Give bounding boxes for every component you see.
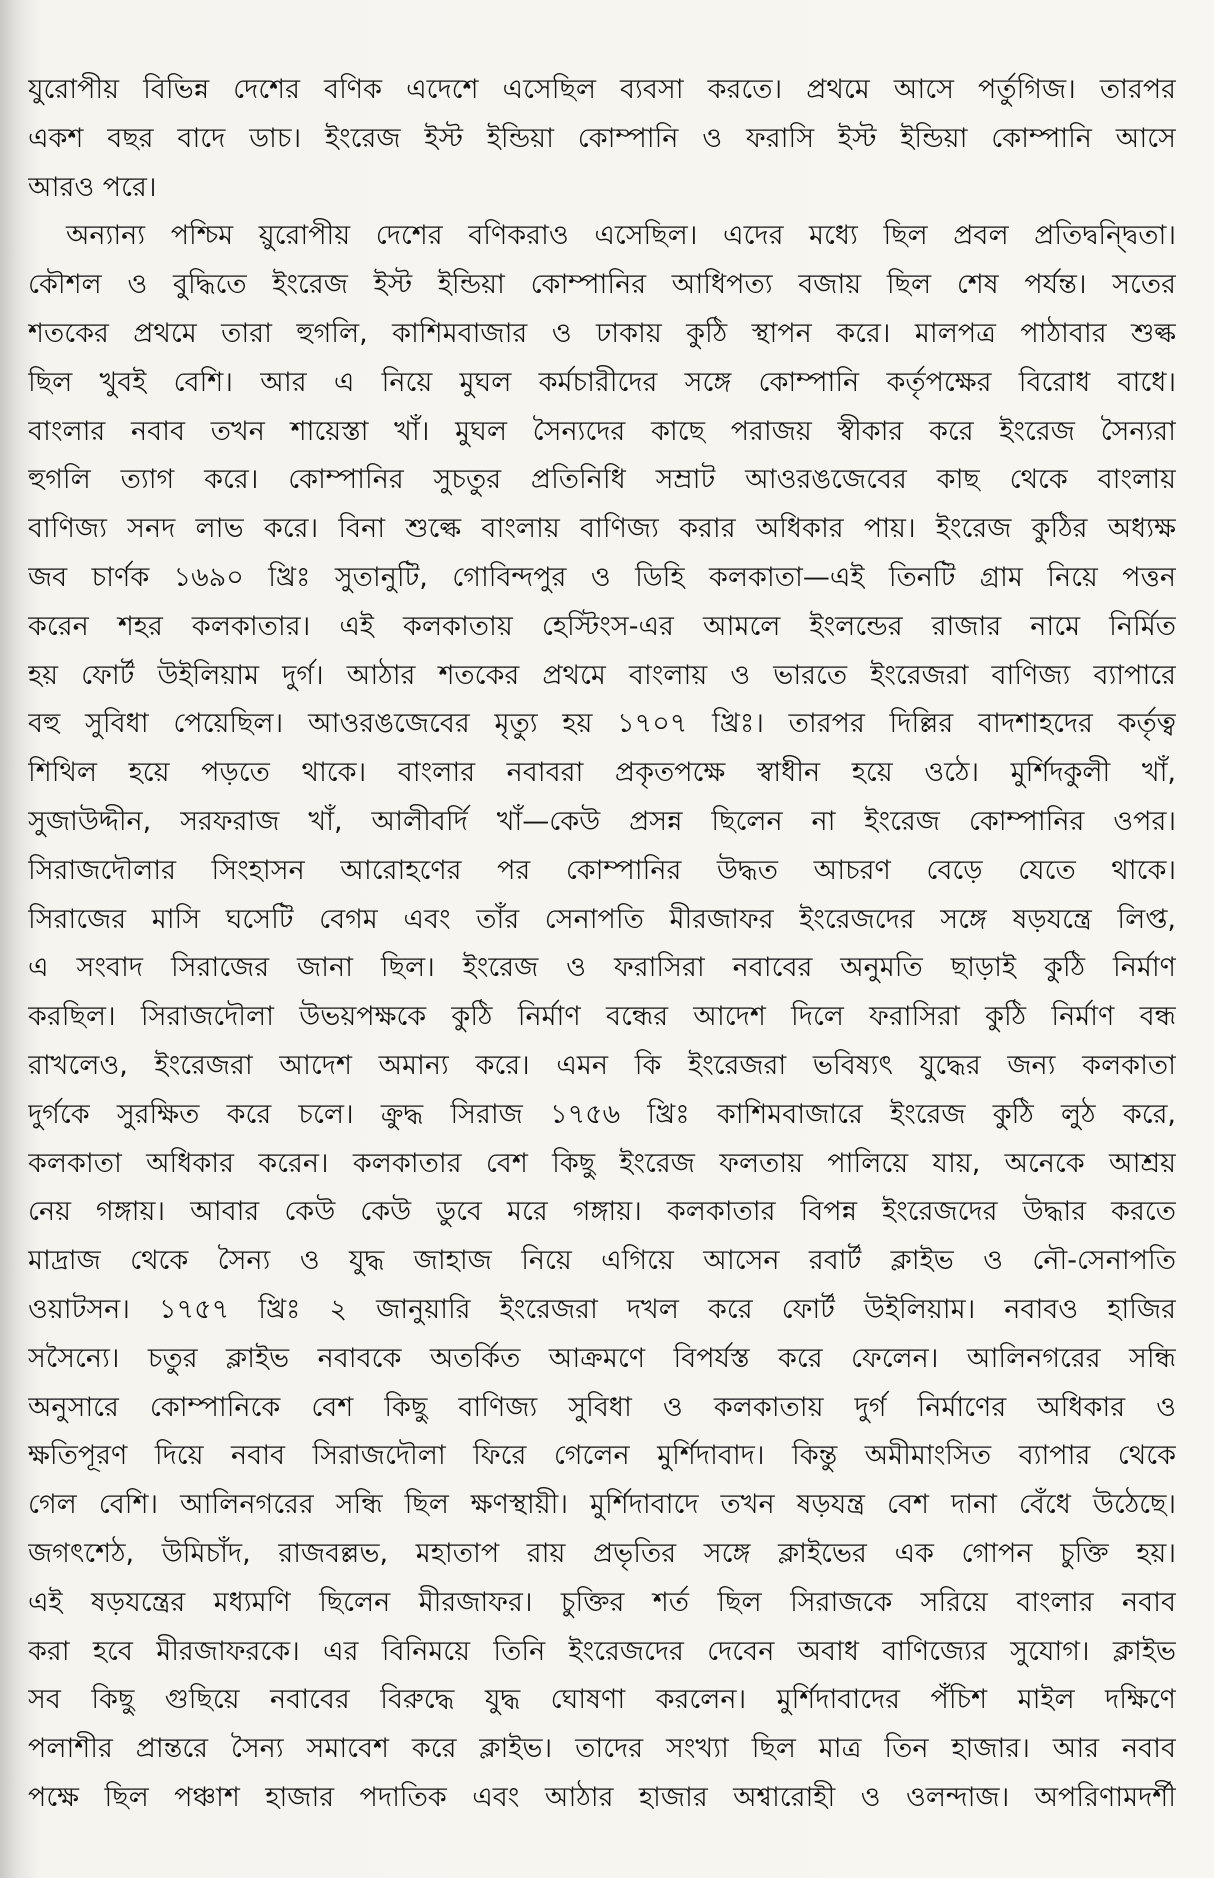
text-line: করা হবে মীরজাফরকে। এর বিনিময়ে তিনি ইংরেজদের দেবেন অবাধ বাণিজ্যের সুযোগ। ক্লাইভ: [28, 1635, 1176, 1667]
text-line: পলাশীর প্রান্তরে সৈন্য সমাবেশ করে ক্লাইভ। তাদের সংখ্যা ছিল মাত্র তিন হাজার। আর নবাব: [28, 1733, 1176, 1765]
text-line: ছিল খুবই বেশি। আর এ নিয়ে মুঘল কর্মচারীদের সঙ্গে কোম্পানি কর্তৃপক্ষের বিরোধ বাধে।: [28, 366, 1176, 398]
text-line: সসৈন্যে। চতুর ক্লাইভ নবাবকে অতর্কিত আক্রমণে বিপর্যস্ত করে ফেলেন। আলিনগরের সন্ধি: [28, 1342, 1176, 1374]
text-line: কলকাতা অধিকার করেন। কলকাতার বেশ কিছু ইংরেজ ফলতায় পালিয়ে যায়, অনেকে আশ্রয়: [28, 1147, 1176, 1179]
text-line: ক্ষতিপূরণ দিয়ে নবাব সিরাজদৌলা ফিরে গেলেন মুর্শিদাবাদ। কিন্তু অমীমাংসিত ব্যাপার থেকে: [28, 1440, 1176, 1472]
text-line: আরও পরে।: [28, 171, 157, 203]
text-line: সুজাউদ্দীন, সরফরাজ খাঁ, আলীবর্দি খাঁ—কেউ প্রসন্ন ছিলেন না ইংরেজ কোম্পানির ওপর।: [28, 805, 1176, 837]
text-line: জব চার্ণক ১৬৯০ খ্রিঃ সুতানুটি, গোবিন্দপুর ও ডিহি কলকাতা—এই তিনটি গ্রাম নিয়ে পত্তন: [28, 561, 1176, 593]
text-line: হয় ফোর্ট উইলিয়াম দুর্গ। আঠার শতকের প্রথমে বাংলায় ও ভারতে ইংরেজরা বাণিজ্য ব্যাপারে: [28, 659, 1176, 691]
text-line: শতকের প্রথমে তারা হুগলি, কাশিমবাজার ও ঢাকায় কুঠি স্থাপন করে। মালপত্র পাঠাবার শুল্ক: [28, 317, 1176, 349]
text-line: সিরাজদৌলার সিংহাসন আরোহণের পর কোম্পানির উদ্ধত আচরণ বেড়ে যেতে থাকে।: [28, 854, 1176, 886]
text-line: নেয় গঙ্গায়। আবার কেউ কেউ ডুবে মরে গঙ্গায়। কলকাতার বিপন্ন ইংরেজদের উদ্ধার করতে: [28, 1196, 1176, 1228]
text-line: রাখলেও, ইংরেজরা আদেশ অমান্য করে। এমন কি ইংরেজরা ভবিষ্যৎ যুদ্ধের জন্য কলকাতা: [28, 1049, 1176, 1081]
text-line: গেল বেশি। আলিনগরের সন্ধি ছিল ক্ষণস্থায়ী। মুর্শিদাবাদে তখন ষড়যন্ত্র বেশ দানা বেঁধে উঠেছে।: [28, 1489, 1176, 1521]
text-line: এই ষড়যন্ত্রের মধ্যমণি ছিলেন মীরজাফর। চুক্তির শর্ত ছিল সিরাজকে সরিয়ে বাংলার নবাব: [28, 1586, 1176, 1618]
text-line: সিরাজের মাসি ঘসেটি বেগম এবং তাঁর সেনাপতি মীরজাফর ইংরেজদের সঙ্গে ষড়যন্ত্রে লিপ্ত,: [28, 903, 1176, 935]
text-line: বহু সুবিধা পেয়েছিল। আওরঙজেবের মৃত্যু হয় ১৭০৭ খ্রিঃ। তারপর দিল্লির বাদশাহদের কর্তৃত্ব: [28, 708, 1176, 740]
text-line: হুগলি ত্যাগ করে। কোম্পানির সুচতুর প্রতিনিধি সম্রাট আওরঙজেবের কাছ থেকে বাংলায়: [28, 464, 1176, 496]
text-line: এ সংবাদ সিরাজের জানা ছিল। ইংরেজ ও ফরাসিরা নবাবের অনুমতি ছাড়াই কুঠি নির্মাণ: [28, 952, 1176, 984]
text-line: জগৎশেঠ, উমিচাঁদ, রাজবল্লভ, মহাতাপ রায় প্রভৃতির সঙ্গে ক্লাইভের এক গোপন চুক্তি হয়।: [28, 1537, 1176, 1569]
document-page: [28, 66, 1176, 1823]
text-line: করেন শহর কলকাতার। এই কলকাতায় হেস্টিংস-এর আমলে ইংলন্ডের রাজার নামে নির্মিত: [28, 610, 1176, 642]
paragraph-start-line: অন্যান্য পশ্চিম য়ুরোপীয় দেশের বণিকরাও এসেছিল। এদের মধ্যে ছিল প্রবল প্রতিদ্বন্দ্বিতা।: [66, 220, 1176, 252]
text-line: অনুসারে কোম্পানিকে বেশ কিছু বাণিজ্য সুবিধা ও কলকাতায় দুর্গ নির্মাণের অধিকার ও: [28, 1391, 1176, 1423]
text-line: করছিল। সিরাজদৌলা উভয়পক্ষকে কুঠি নির্মাণ বন্ধের আদেশ দিলে ফরাসিরা কুঠি নির্মাণ বন্ধ: [28, 1001, 1176, 1033]
text-line: সব কিছু গুছিয়ে নবাবের বিরুদ্ধে যুদ্ধ ঘোষণা করলেন। মুর্শিদাবাদের পঁচিশ মাইল দক্ষিণে: [28, 1684, 1176, 1716]
text-line: বাংলার নবাব তখন শায়েস্তা খাঁ। মুঘল সৈন্যদের কাছে পরাজয় স্বীকার করে ইংরেজ সৈন্যরা: [28, 415, 1176, 447]
text-line: বাণিজ্য সনদ লাভ করে। বিনা শুল্কে বাংলায় বাণিজ্য করার অধিকার পায়। ইংরেজ কুঠির অধ্যক্ষ: [28, 513, 1176, 545]
text-line: মাদ্রাজ থেকে সৈন্য ও যুদ্ধ জাহাজ নিয়ে এগিয়ে আসেন রবার্ট ক্লাইভ ও নৌ-সেনাপতি: [28, 1245, 1176, 1277]
text-line: কৌশল ও বুদ্ধিতে ইংরেজ ইস্ট ইন্ডিয়া কোম্পানির আধিপত্য বজায় ছিল শেষ পর্যন্ত। সতের: [28, 269, 1176, 301]
text-line: শিথিল হয়ে পড়তে থাকে। বাংলার নবাবরা প্রকৃতপক্ষে স্বাধীন হয়ে ওঠে। মুর্শিদকুলী খাঁ,: [28, 757, 1176, 789]
text-line: দুর্গকে সুরক্ষিত করে চলে। ক্রুদ্ধ সিরাজ ১৭৫৬ খ্রিঃ কাশিমবাজারে ইংরেজ কুঠি লুঠ করে,: [28, 1098, 1176, 1130]
text-line: ওয়াটসন। ১৭৫৭ খ্রিঃ ২ জানুয়ারি ইংরেজরা দখল করে ফোর্ট উইলিয়াম। নবাবও হাজির: [28, 1293, 1176, 1325]
text-line: একশ বছর বাদে ডাচ। ইংরেজ ইস্ট ইন্ডিয়া কোম্পানি ও ফরাসি ইস্ট ইন্ডিয়া কোম্পানি আসে: [28, 122, 1176, 154]
text-line: পক্ষে ছিল পঞ্চাশ হাজার পদাতিক এবং আঠার হাজার অশ্বারোহী ও ওলন্দাজ। অপরিণামদর্শী: [28, 1781, 1176, 1813]
text-line: যুরোপীয় বিভিন্ন দেশের বণিক এদেশে এসেছিল ব্যবসা করতে। প্রথমে আসে পর্তুগিজ। তারপর: [28, 74, 1176, 105]
